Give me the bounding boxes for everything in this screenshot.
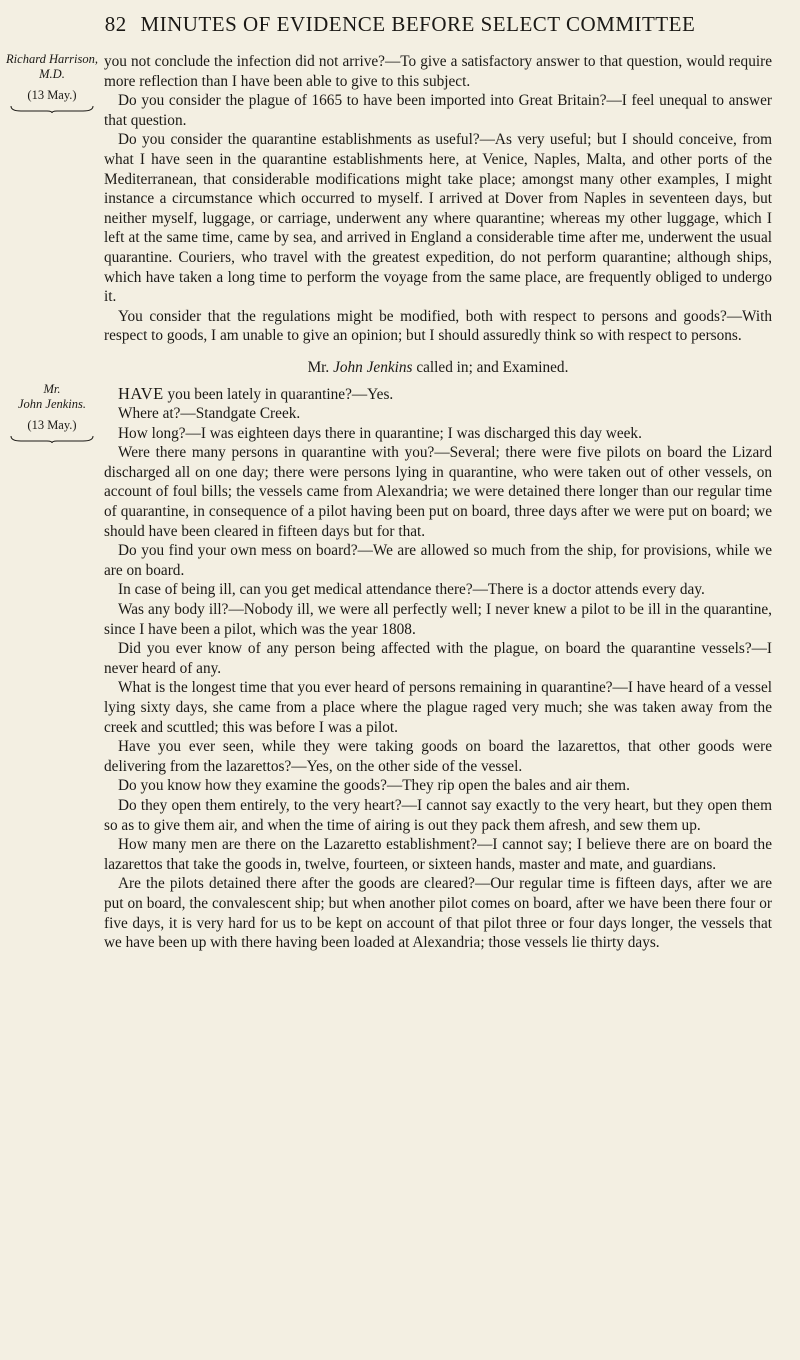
paragraph: Do you consider the plague of 1665 to have been imported into Great Britain?—I feel unequal to answer that question. xyxy=(104,92,772,129)
paragraph: you not conclude the infection did not arrive?—To give a satisfactory answer to that question, would require more reflection than I have been able to give to this subject. xyxy=(104,53,772,90)
paragraph: Do you find your own mess on board?—We are allowed so much from the ship, for provisions, while we are on board. xyxy=(104,542,772,579)
opening-word: HAVE xyxy=(118,383,164,403)
margin-date: (13 May.) xyxy=(27,418,77,432)
margin-name: John Jenkins. xyxy=(17,397,87,411)
paragraph: How many men are there on the Lazaretto establishment?—I cannot say; I believe there are on board the lazarettos that take the goods in, twelve, fourteen, or sixteen hands, master and mate, and guardians. xyxy=(104,836,772,873)
body-text xyxy=(104,52,772,953)
page-header xyxy=(0,12,800,37)
witness-name: John Jenkins xyxy=(333,358,413,376)
margin-note-harrison xyxy=(4,52,100,113)
paragraph: Do they open them entirely, to the very heart?—I cannot say exactly to the very heart, but they open them so as to give them air, and when the time of airing is out they pack them afresh, and sew them up. xyxy=(104,796,772,834)
brace-icon xyxy=(9,435,95,443)
margin-title: Mr. xyxy=(43,382,61,396)
page-number: 82 xyxy=(104,12,127,36)
margin-date: (13 May.) xyxy=(27,88,77,102)
brace-icon xyxy=(9,105,95,113)
margin-name: Richard Harrison, xyxy=(6,52,98,66)
paragraph: In case of being ill, can you get medical attendance there?—There is a doctor attends every day. xyxy=(118,581,705,599)
paragraph: Were there many persons in quarantine with you?—Several; there were five pilots on board the Lizard discharged all on one day; there were persons lying in quarantine, who were taken out of other vessels, on account of foul bills; the vessels came from Alexandria; we were detained there longer than our regular time of quarantine, in consequence of a pilot having been put on board, three days after we were put on board; we should have been cleared in fifteen days but for that. xyxy=(104,444,772,540)
running-title: MINUTES OF EVIDENCE BEFORE SELECT COMMITTEE xyxy=(140,12,696,36)
paragraph: How long?—I was eighteen days there in quarantine; I was discharged this day week. xyxy=(118,424,642,442)
witness-call-line: Mr. John Jenkins called in; and Examined. xyxy=(307,358,569,376)
paragraph: Do you consider the quarantine establishments as useful?—As very useful; but I should conceive, from what I have seen in the quarantine establishments here, at Venice, Naples, Malta, and other ports of the Mediterranean, that considerable modifications might take place; amongst many other examples, I might instance a circumstance which occurred to myself. I arrived at Dover from Naples in seventeen days, but neither myself, luggage, or carriage, underwent any where quarantine; whereas my other luggage, which I left at the same time, came by sea, and arrived in England a considerable time after me, underwent the usual quarantine. Couriers, who travel with the greatest expedition, do not perform quarantine; although ships, which have taken a long time to perform the voyage from the same place, are frequently obliged to undergo it. xyxy=(104,131,772,306)
paragraph: Have you ever seen, while they were taking goods on board the lazarettos, that other goods were delivering from the lazarettos?—Yes, on the other side of the vessel. xyxy=(104,738,772,775)
paragraph: Did you ever know of any person being affected with the plague, on board the quarantine vessels?—I never heard of any. xyxy=(104,640,772,677)
margin-degree: M.D. xyxy=(39,67,65,81)
paragraph: Was any body ill?—Nobody ill, we were all perfectly well; I never knew a pilot to be ill in the quarantine, since I have been a pilot, which was the year 1808. xyxy=(104,601,772,638)
paragraph: Where at?—Standgate Creek. xyxy=(118,405,301,423)
paragraph: HAVE you been lately in quarantine?—Yes. xyxy=(118,383,394,403)
margin-note-jenkins xyxy=(4,382,100,443)
paragraph: Do you know how they examine the goods?—They rip open the bales and air them. xyxy=(118,777,630,795)
paragraph: Are the pilots detained there after the goods are cleared?—Our regular time is fifteen days, after we are put on board, the convalescent ship; but when another pilot comes on board, after we have been there four or five days, it is very hard for us to be kept on account of that pilot three or four days longer, the vessels that we have been up with there having been loaded at Alexandria; those vessels lie thirty days. xyxy=(104,875,772,952)
paragraph: You consider that the regulations might be modified, both with respect to persons and goods?—With respect to goods, I am unable to give an opinion; but I should assuredly think so with respect to persons. xyxy=(104,307,772,345)
paragraph: What is the longest time that you ever heard of persons remaining in quarantine?—I have heard of a vessel lying sixty days, she came from a place where the plague raged very much; she was taken away from the creek and scuttled; this was before I was a pilot. xyxy=(104,679,772,736)
